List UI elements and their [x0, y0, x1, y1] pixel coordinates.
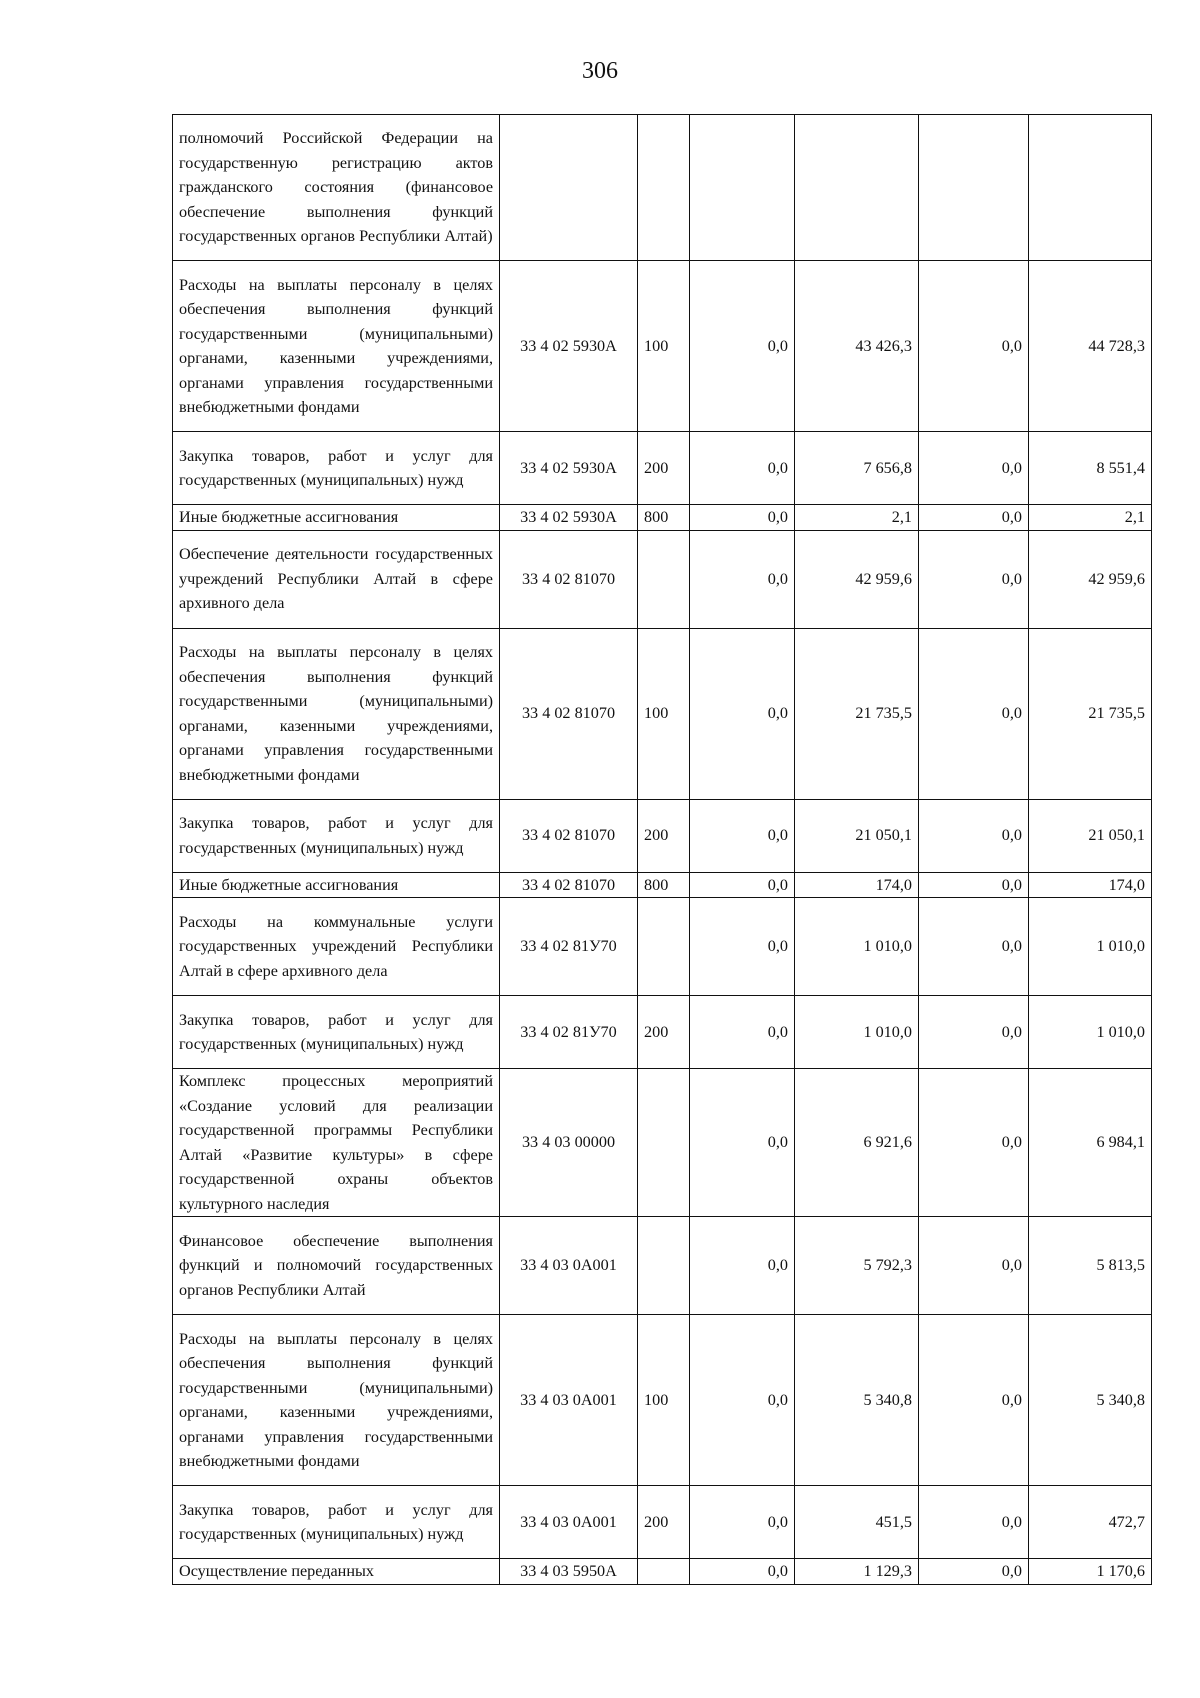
row-value-1: 0,0: [690, 432, 795, 505]
row-vr: [638, 115, 690, 261]
table-row: [173, 530, 1152, 628]
row-value-4: 21 735,5: [1029, 628, 1152, 799]
row-name: Осуществление переданных: [173, 1559, 500, 1585]
row-value-3: 0,0: [919, 432, 1029, 505]
row-name: Иные бюджетные ассигнования: [173, 872, 500, 898]
row-value-3: 0,0: [919, 628, 1029, 799]
row-value-1: 0,0: [690, 628, 795, 799]
row-value-4: 472,7: [1029, 1486, 1152, 1559]
row-code: 33 4 02 81070: [500, 799, 638, 872]
row-name: Расходы на выплаты персоналу в целях обеспечения выполнения функций государственными (муниципальными) органами, казенными учреждениями, органами управления государственными внебюджетными фондами: [173, 1315, 500, 1486]
row-value-3: 0,0: [919, 1217, 1029, 1315]
row-name: Расходы на коммунальные услуги государственных учреждений Республики Алтай в сфере архивного дела: [173, 898, 500, 996]
row-code: 33 4 02 5930A: [500, 505, 638, 531]
row-code: 33 4 02 81У70: [500, 898, 638, 996]
row-vr: [638, 1559, 690, 1585]
row-value-4: 1 010,0: [1029, 898, 1152, 996]
row-value-4: 2,1: [1029, 505, 1152, 531]
row-vr: [638, 1069, 690, 1217]
row-value-2: 43 426,3: [795, 261, 919, 432]
row-value-3: 0,0: [919, 898, 1029, 996]
row-value-3: 0,0: [919, 1315, 1029, 1486]
row-name: Закупка товаров, работ и услуг для государственных (муниципальных) нужд: [173, 799, 500, 872]
row-value-3: 0,0: [919, 261, 1029, 432]
row-value-3: [919, 115, 1029, 261]
row-value-1: 0,0: [690, 505, 795, 531]
row-value-1: [690, 115, 795, 261]
row-value-2: 7 656,8: [795, 432, 919, 505]
row-code: 33 4 03 5950A: [500, 1559, 638, 1585]
row-value-2: 1 129,3: [795, 1559, 919, 1585]
row-vr: 100: [638, 628, 690, 799]
row-value-3: 0,0: [919, 1486, 1029, 1559]
row-value-2: 5 792,3: [795, 1217, 919, 1315]
row-value-1: 0,0: [690, 996, 795, 1069]
row-vr: 800: [638, 872, 690, 898]
table-row: [173, 799, 1152, 872]
table-row: [173, 898, 1152, 996]
row-value-1: 0,0: [690, 261, 795, 432]
row-value-1: 0,0: [690, 1069, 795, 1217]
row-code: 33 4 02 5930A: [500, 432, 638, 505]
row-value-4: 44 728,3: [1029, 261, 1152, 432]
row-vr: [638, 530, 690, 628]
row-vr: 200: [638, 1486, 690, 1559]
row-vr: 200: [638, 432, 690, 505]
row-code: 33 4 02 81У70: [500, 996, 638, 1069]
row-value-1: 0,0: [690, 1559, 795, 1585]
row-value-4: [1029, 115, 1152, 261]
row-value-2: 1 010,0: [795, 898, 919, 996]
row-code: [500, 115, 638, 261]
table-row: [173, 1069, 1152, 1217]
row-value-4: 5 340,8: [1029, 1315, 1152, 1486]
page-number: 306: [582, 58, 618, 84]
row-code: 33 4 03 0A001: [500, 1315, 638, 1486]
row-value-3: 0,0: [919, 799, 1029, 872]
row-value-1: 0,0: [690, 1315, 795, 1486]
table-row: [173, 1217, 1152, 1315]
row-name: Расходы на выплаты персоналу в целях обеспечения выполнения функций государственными (муниципальными) органами, казенными учреждениями, органами управления государственными внебюджетными фондами: [173, 628, 500, 799]
row-value-2: 1 010,0: [795, 996, 919, 1069]
table-row: [173, 432, 1152, 505]
row-value-3: 0,0: [919, 1069, 1029, 1217]
table-row: [173, 1559, 1152, 1585]
table-row: [173, 1486, 1152, 1559]
row-value-1: 0,0: [690, 1217, 795, 1315]
row-code: 33 4 03 00000: [500, 1069, 638, 1217]
row-name: Расходы на выплаты персоналу в целях обеспечения выполнения функций государственными (муниципальными) органами, казенными учреждениями, органами управления государственными внебюджетными фондами: [173, 261, 500, 432]
row-code: 33 4 03 0A001: [500, 1486, 638, 1559]
row-code: 33 4 02 81070: [500, 628, 638, 799]
row-value-3: 0,0: [919, 872, 1029, 898]
row-name: Финансовое обеспечение выполнения функций и полномочий государственных органов Республики Алтай: [173, 1217, 500, 1315]
row-code: 33 4 02 5930A: [500, 261, 638, 432]
row-value-3: 0,0: [919, 530, 1029, 628]
row-name: Закупка товаров, работ и услуг для государственных (муниципальных) нужд: [173, 432, 500, 505]
table-row: [173, 628, 1152, 799]
row-vr: 100: [638, 1315, 690, 1486]
row-name: Комплекс процессных мероприятий «Создание условий для реализации государственной программы Республики Алтай «Развитие культуры» в сфере государственной охраны объектов культурного наследия: [173, 1069, 500, 1217]
table-row: [173, 505, 1152, 531]
row-value-2: 174,0: [795, 872, 919, 898]
table-row: [173, 996, 1152, 1069]
row-value-2: [795, 115, 919, 261]
row-value-4: 5 813,5: [1029, 1217, 1152, 1315]
row-value-2: 451,5: [795, 1486, 919, 1559]
row-value-2: 6 921,6: [795, 1069, 919, 1217]
row-value-1: 0,0: [690, 1486, 795, 1559]
row-vr: 100: [638, 261, 690, 432]
row-value-4: 8 551,4: [1029, 432, 1152, 505]
row-vr: 200: [638, 799, 690, 872]
row-value-1: 0,0: [690, 872, 795, 898]
row-code: 33 4 02 81070: [500, 872, 638, 898]
row-value-4: 6 984,1: [1029, 1069, 1152, 1217]
row-vr: [638, 898, 690, 996]
row-value-2: 5 340,8: [795, 1315, 919, 1486]
row-value-3: 0,0: [919, 505, 1029, 531]
table-row: [173, 872, 1152, 898]
table-row: [173, 115, 1152, 261]
row-value-4: 174,0: [1029, 872, 1152, 898]
row-code: 33 4 03 0A001: [500, 1217, 638, 1315]
row-value-1: 0,0: [690, 530, 795, 628]
row-value-1: 0,0: [690, 898, 795, 996]
row-name: Иные бюджетные ассигнования: [173, 505, 500, 531]
row-name: Обеспечение деятельности государственных учреждений Республики Алтай в сфере архивного дела: [173, 530, 500, 628]
budget-table: [172, 114, 1152, 1585]
row-name: Закупка товаров, работ и услуг для государственных (муниципальных) нужд: [173, 996, 500, 1069]
row-value-3: 0,0: [919, 996, 1029, 1069]
table-row: [173, 261, 1152, 432]
row-name: Закупка товаров, работ и услуг для государственных (муниципальных) нужд: [173, 1486, 500, 1559]
row-value-1: 0,0: [690, 799, 795, 872]
row-value-2: 21 050,1: [795, 799, 919, 872]
row-value-4: 42 959,6: [1029, 530, 1152, 628]
row-value-2: 2,1: [795, 505, 919, 531]
row-value-4: 21 050,1: [1029, 799, 1152, 872]
table-row: [173, 1315, 1152, 1486]
row-value-2: 42 959,6: [795, 530, 919, 628]
row-vr: 800: [638, 505, 690, 531]
row-vr: 200: [638, 996, 690, 1069]
row-value-3: 0,0: [919, 1559, 1029, 1585]
row-name: полномочий Российской Федерации на государственную регистрацию актов гражданского состояния (финансовое обеспечение выполнения функций государственных органов Республики Алтай): [173, 115, 500, 261]
row-value-4: 1 010,0: [1029, 996, 1152, 1069]
row-value-4: 1 170,6: [1029, 1559, 1152, 1585]
row-vr: [638, 1217, 690, 1315]
row-value-2: 21 735,5: [795, 628, 919, 799]
row-code: 33 4 02 81070: [500, 530, 638, 628]
